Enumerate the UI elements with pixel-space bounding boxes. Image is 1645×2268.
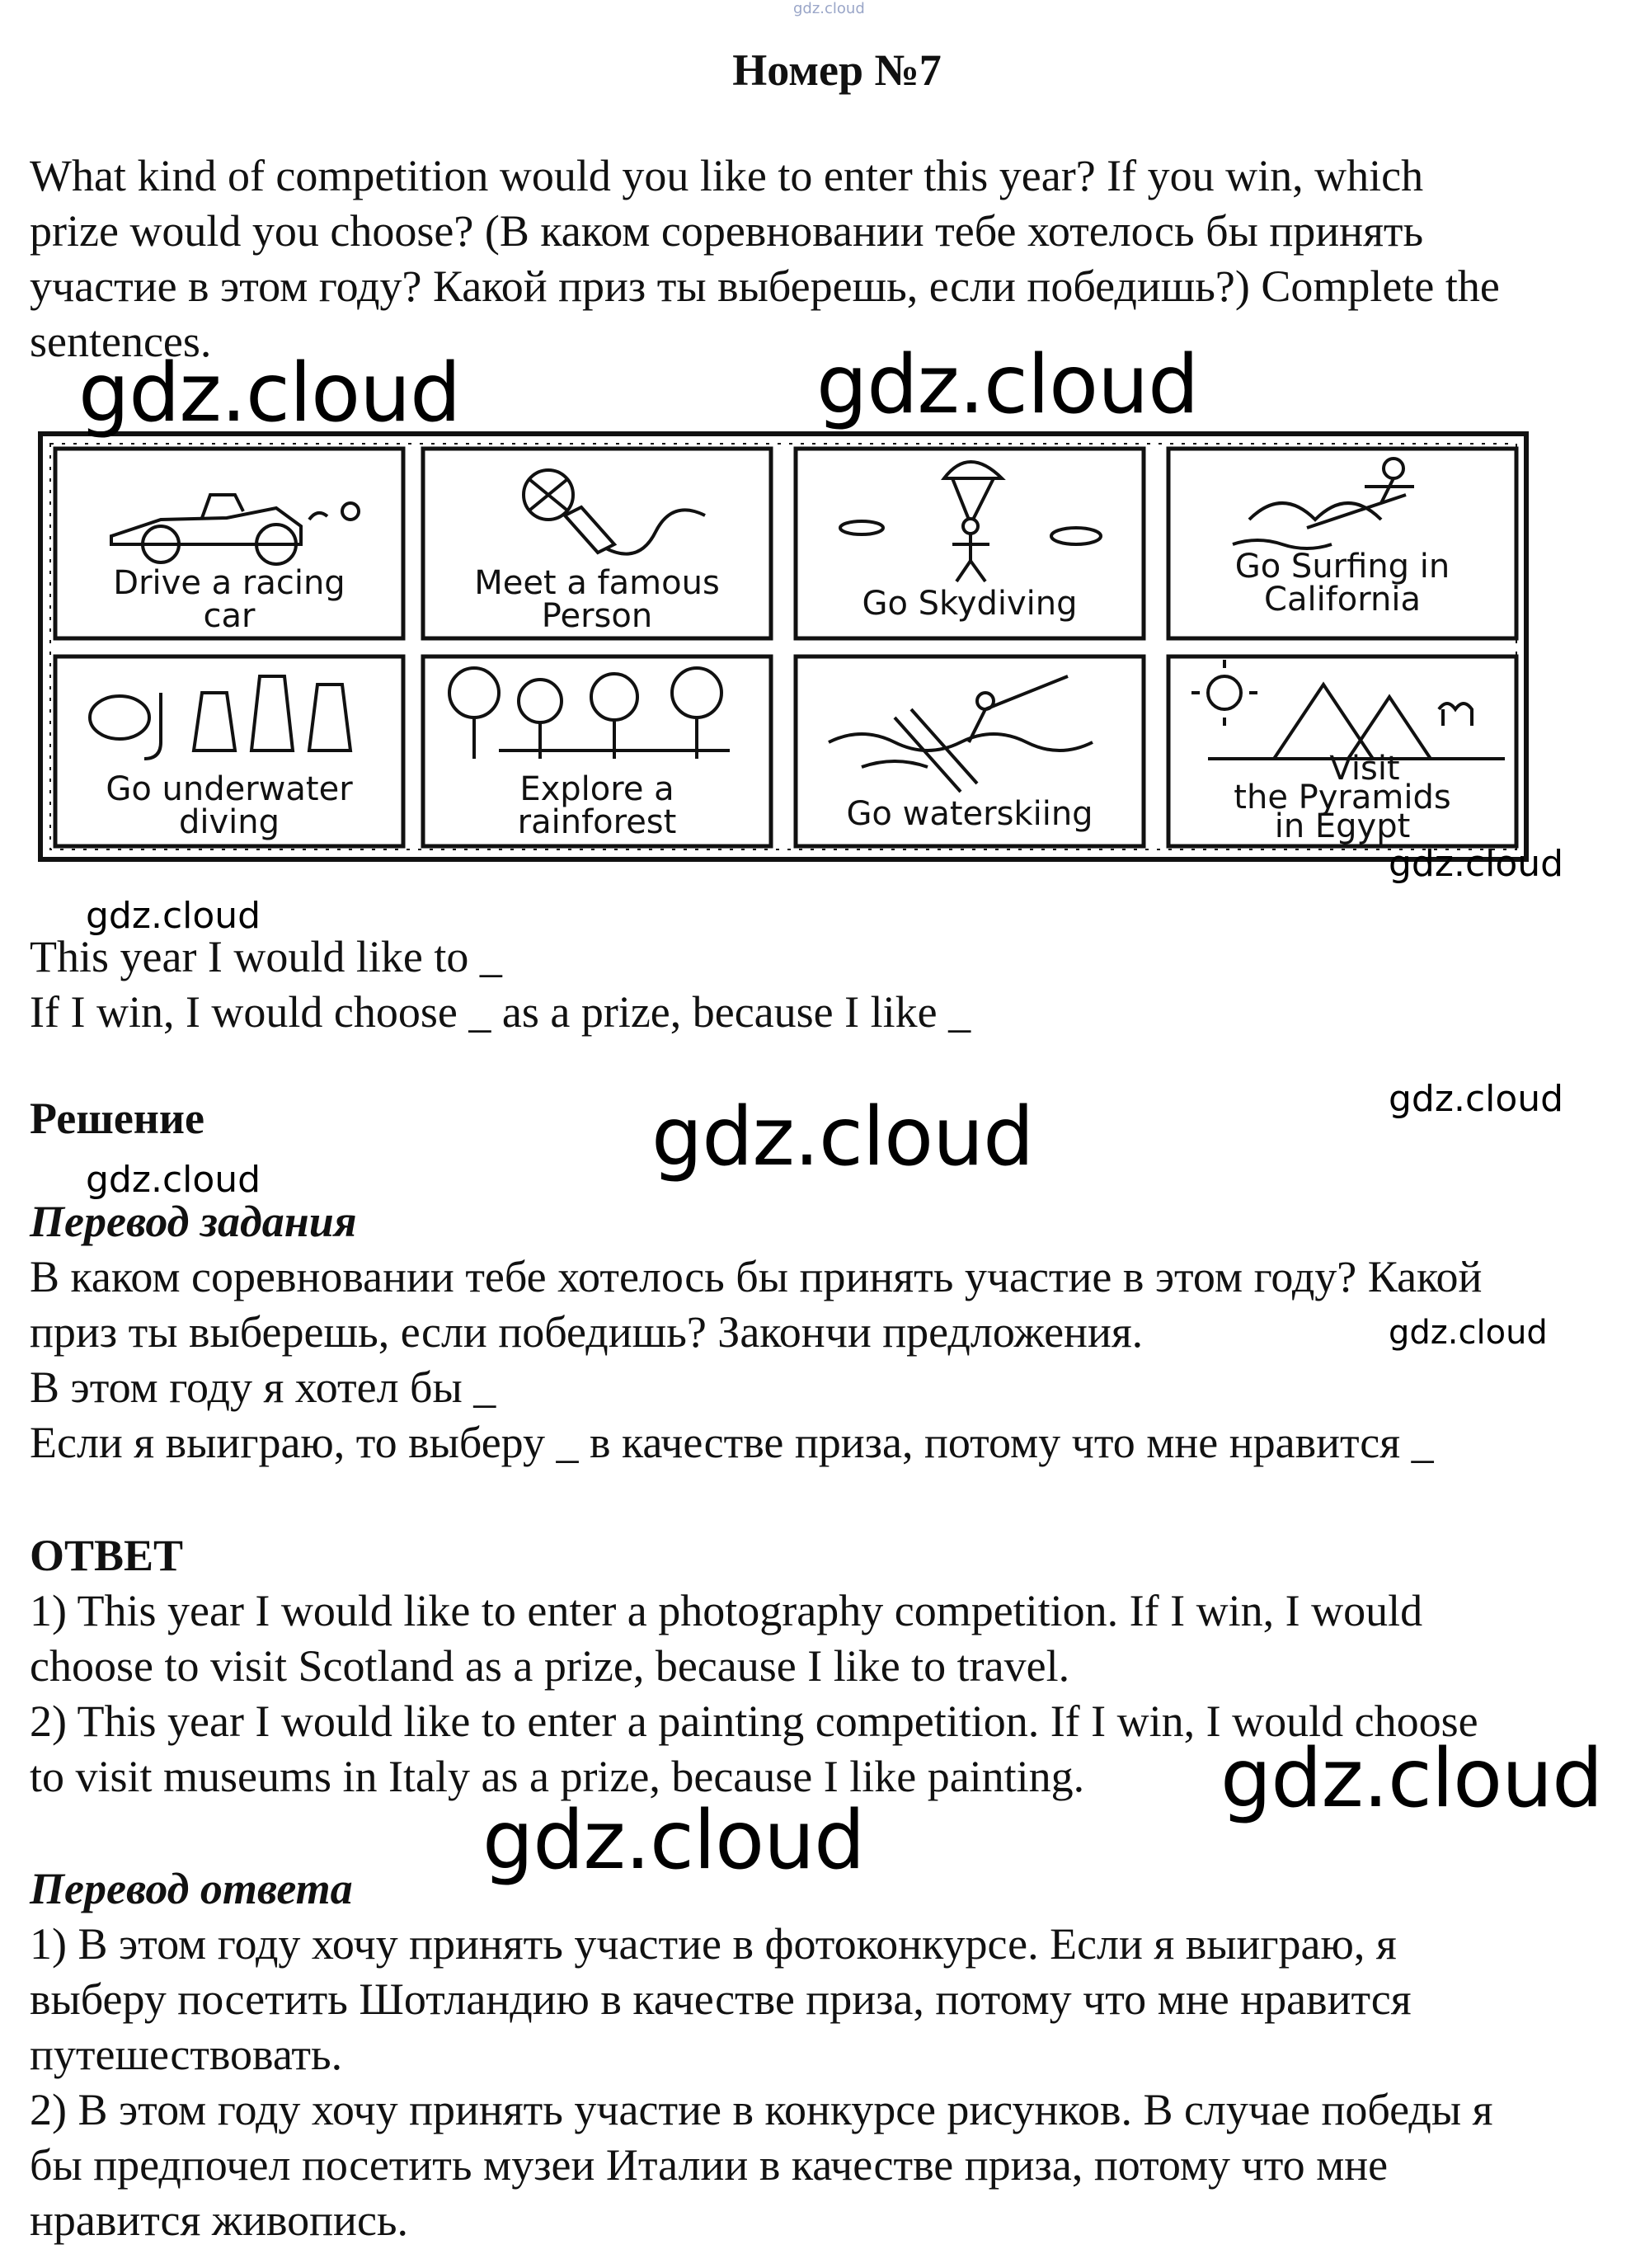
prompt-line: This year I would like to _: [30, 932, 502, 981]
picture-caption: diving: [178, 803, 280, 841]
picture-caption: car: [203, 597, 256, 635]
picture-caption: Explore a: [519, 770, 674, 808]
pyramids-icon: [1191, 660, 1505, 759]
watermark: gdz.cloud: [651, 1090, 1034, 1184]
translation-line: В каком соревновании тебе хотелось бы принять участие в этом году? Какой: [30, 1252, 1483, 1301]
task-translation: [30, 1249, 1482, 1470]
trees-icon: [449, 668, 730, 759]
task-line: sentences.: [30, 317, 212, 366]
answer-heading: ОТВЕТ: [30, 1531, 184, 1580]
picture-caption: Go waterskiing: [846, 795, 1093, 833]
picture-cell: [796, 449, 1144, 638]
translation-line: В этом году я хотел бы _: [30, 1362, 496, 1412]
watermark: gdz.cloud: [86, 1159, 261, 1201]
solution-heading: Решение: [30, 1094, 204, 1143]
picture-caption: rainforest: [517, 803, 677, 841]
picture-caption: Drive a racing: [113, 564, 345, 602]
watermark: gdz.cloud: [816, 338, 1199, 432]
task-translation-heading: Перевод задания: [30, 1197, 357, 1246]
picture-cell: [55, 656, 403, 846]
picture-caption: California: [1264, 581, 1421, 619]
surfer-icon: [1233, 459, 1414, 548]
answer-line: 2) This year I would like to enter a painting competition. If I win, I would choose: [30, 1696, 1478, 1746]
watermark: gdz.cloud: [1220, 1732, 1603, 1826]
task-line: What kind of competition would you like to enter this year? If you win, which: [30, 151, 1424, 200]
picture-caption: Person: [541, 597, 653, 635]
picture-caption: the Pyramids: [1234, 779, 1451, 816]
prompt-sentences: [30, 929, 971, 1040]
activity-picture-grid: [37, 429, 1530, 864]
watermark: gdz.cloud: [1389, 843, 1564, 885]
answer-line: to visit museums in Italy as a prize, because I like painting.: [30, 1752, 1085, 1801]
answer-line: 1) This year I would like to enter a photography competition. If I win, I would: [30, 1586, 1423, 1635]
watermark: gdz.cloud: [78, 346, 461, 440]
translation-line: приз ты выберешь, если победишь? Закончи предложения.: [30, 1307, 1144, 1357]
diving-gear-icon: [90, 676, 350, 759]
translation-line: 1) В этом году хочу принять участие в фотоконкурсе. Если я выиграю, я: [30, 1919, 1397, 1969]
picture-cell: [796, 656, 1144, 846]
translation-line: выберу посетить Шотландию в качестве приза, потому что мне нравится: [30, 1974, 1412, 2024]
watermark: gdz.cloud: [1389, 1078, 1564, 1120]
watermark: gdz.cloud: [86, 895, 261, 937]
picture-cell: [423, 656, 771, 846]
watermark: gdz.cloud: [482, 1794, 865, 1888]
racing-car-icon: [111, 495, 359, 564]
picture-caption: Go Skydiving: [862, 585, 1078, 623]
picture-caption: in Egypt: [1274, 807, 1411, 845]
picture-cell: [55, 449, 403, 638]
page-title: Номер №7: [732, 45, 942, 95]
answer-translation: [30, 1917, 1493, 2248]
site-tag: gdz.cloud: [793, 0, 865, 17]
watermark: gdz.cloud: [1389, 1314, 1548, 1352]
task-line: prize would you choose? (В каком соревновании тебе хотелось бы принять: [30, 206, 1424, 256]
translation-line: нравится живопись.: [30, 2195, 409, 2245]
parachute-icon: [840, 462, 1101, 581]
task-line: участие в этом году? Какой приз ты выберешь, если победишь?) Complete the: [30, 261, 1500, 311]
picture-caption: Meet a famous: [474, 564, 720, 602]
task-paragraph: [30, 148, 1500, 369]
picture-cell: [1168, 656, 1516, 846]
picture-caption: Go underwater: [106, 770, 353, 808]
picture-cell: [423, 449, 771, 638]
waterskier-icon: [829, 676, 1093, 792]
answer-line: choose to visit Scotland as a prize, because I like to travel.: [30, 1641, 1070, 1691]
answer-translation-heading: Перевод ответа: [30, 1864, 353, 1913]
translation-line: 2) В этом году хочу принять участие в конкурсе рисунков. В случае победы я: [30, 2085, 1493, 2134]
picture-caption: Visit: [1329, 750, 1400, 788]
picture-cell: [1168, 449, 1516, 638]
prompt-line: If I win, I would choose _ as a prize, because I like _: [30, 987, 971, 1037]
picture-caption: Go Surfing in: [1234, 548, 1450, 586]
translation-line: Если я выиграю, то выберу _ в качестве приза, потому что мне нравится _: [30, 1418, 1434, 1467]
translation-line: бы предпочел посетить музеи Италии в качестве приза, потому что мне: [30, 2140, 1389, 2190]
microphone-icon: [524, 470, 705, 554]
translation-line: путешествовать.: [30, 2030, 343, 2079]
